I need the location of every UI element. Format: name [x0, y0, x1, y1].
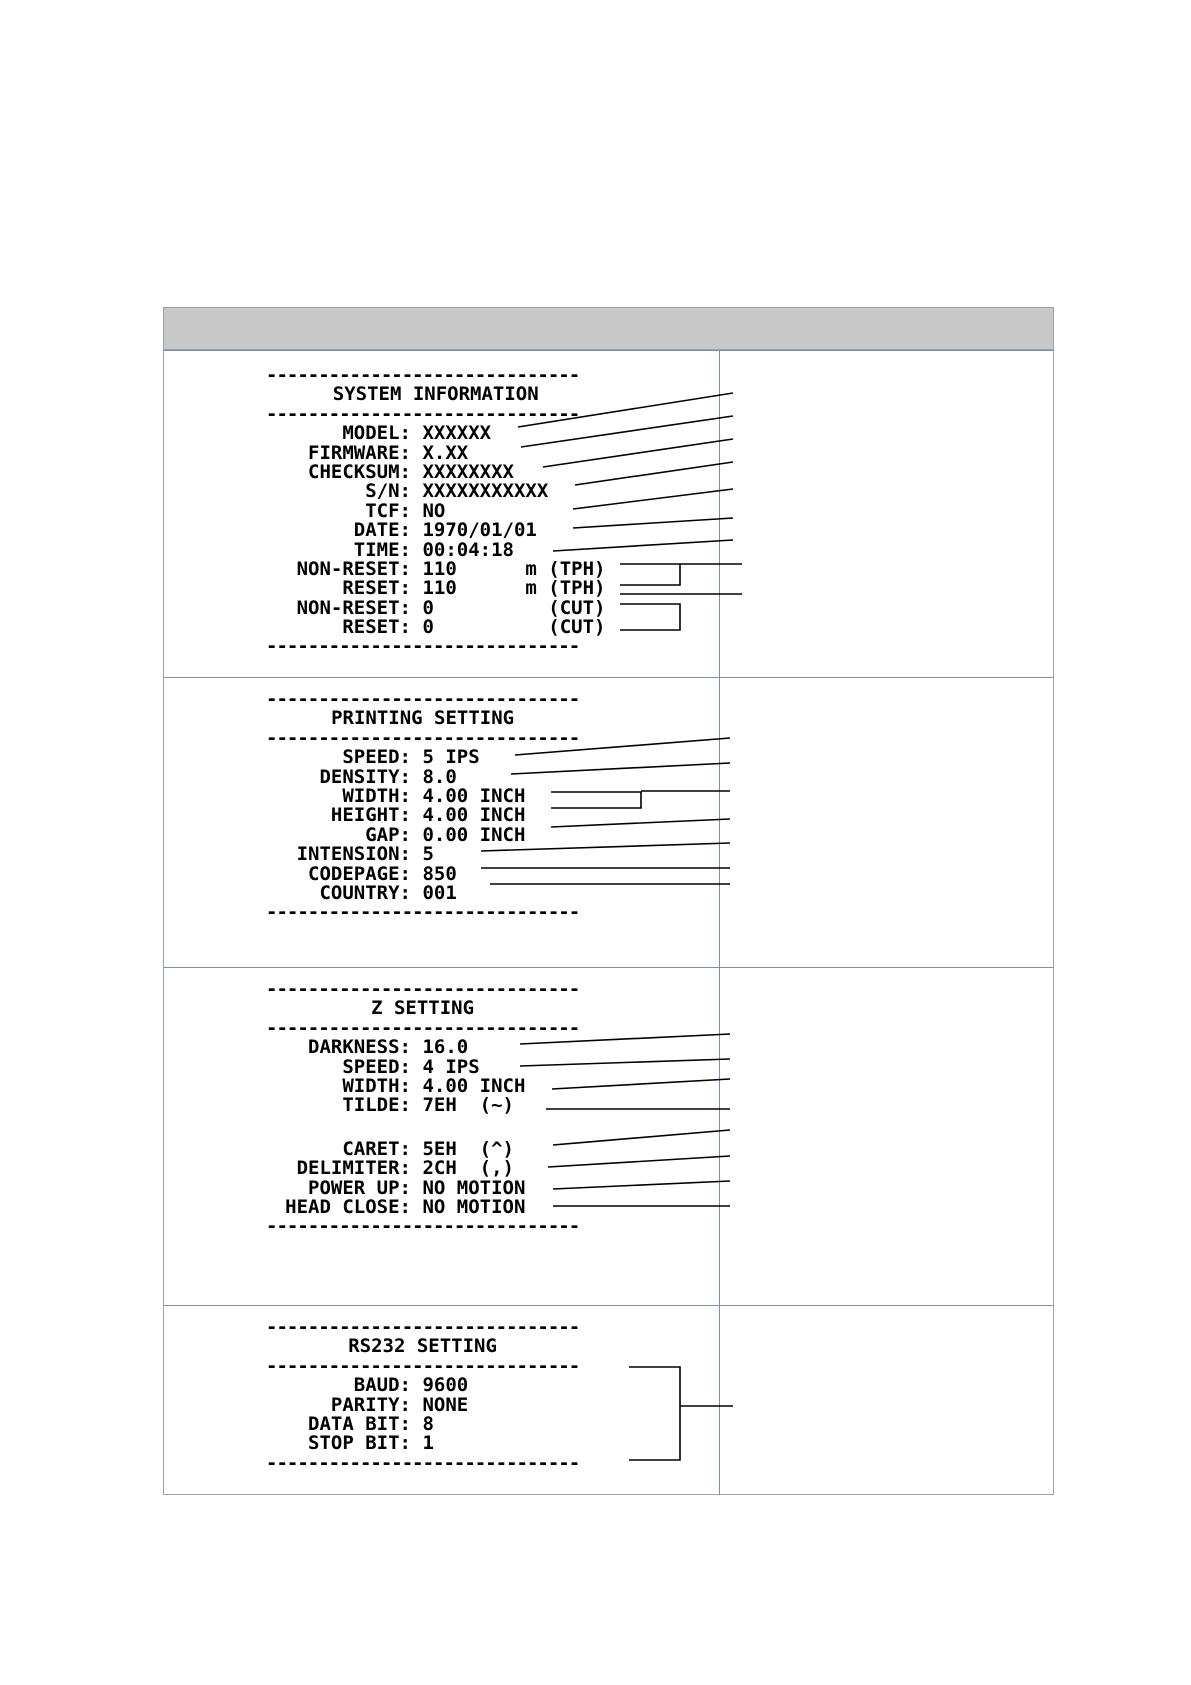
- description-cell: [720, 968, 1053, 1305]
- receipt-line: [266, 1376, 579, 1395]
- description-cell: [720, 678, 1053, 967]
- receipt-cell: [164, 968, 720, 1305]
- field-label: S/N:: [365, 480, 411, 503]
- receipt-line-blank: [266, 1116, 579, 1140]
- receipt-line: [266, 579, 605, 598]
- row-system-information: [164, 350, 1053, 677]
- field-value: 5 IPS: [422, 746, 480, 769]
- field-label: CHECKSUM:: [308, 460, 411, 483]
- field-value: 16.0: [422, 1036, 469, 1059]
- field-value: 110 m (TPH): [422, 557, 606, 580]
- receipt-system-information: [266, 366, 605, 657]
- field-value: 00:04:18: [422, 538, 514, 561]
- field-value: 4.00 INCH: [422, 804, 526, 827]
- field-label: SPEED:: [342, 746, 411, 769]
- field-value: NONE: [422, 1393, 469, 1416]
- field-value: X.XX: [422, 441, 469, 464]
- receipt-line: [266, 1038, 579, 1057]
- section-title: PRINTING SETTING: [331, 707, 515, 730]
- field-label: DARKNESS:: [308, 1036, 411, 1059]
- field-label: TIME:: [353, 538, 411, 561]
- field-value: 9600: [422, 1374, 469, 1397]
- receipt-z-setting: [266, 980, 579, 1237]
- receipt-line: [266, 862, 579, 885]
- table-header: [164, 308, 1053, 350]
- field-value: XXXXXXXX: [422, 460, 514, 483]
- field-value: 0.00 INCH: [422, 823, 526, 846]
- section-title: RS232 SETTING: [348, 1335, 497, 1358]
- field-label: NON-RESET:: [296, 596, 411, 619]
- receipt-line: [266, 748, 579, 767]
- receipt-line: [266, 1159, 579, 1178]
- field-value: 850: [422, 862, 457, 885]
- dash-line: ------------------------------: [266, 903, 580, 923]
- field-value: 4 IPS: [422, 1055, 480, 1078]
- dash-line: ------------------------------: [266, 728, 580, 749]
- row-z-setting: [164, 967, 1053, 1305]
- receipt-cell: [164, 351, 720, 677]
- field-value: 4.00 INCH: [422, 1074, 526, 1097]
- field-label: HEIGHT:: [330, 804, 411, 827]
- receipt-cell: [164, 678, 720, 967]
- field-label: MODEL:: [342, 422, 411, 445]
- field-value: 1970/01/01: [422, 519, 537, 542]
- receipt-line: [266, 482, 605, 501]
- field-label: STOP BIT:: [308, 1432, 411, 1455]
- section-title: SYSTEM INFORMATION: [332, 383, 539, 406]
- field-value: NO MOTION: [422, 1195, 526, 1218]
- dash-line: ------------------------------: [266, 637, 580, 657]
- field-value: 8: [422, 1412, 434, 1435]
- dash-line: ------------------------------: [266, 1356, 580, 1377]
- field-value: 4.00 INCH: [422, 784, 526, 807]
- field-value: 5EH (^): [422, 1137, 514, 1160]
- field-label: DELIMITER:: [296, 1157, 411, 1180]
- field-label: WIDTH:: [342, 784, 411, 807]
- field-label: WIDTH:: [342, 1074, 411, 1097]
- receipt-line: [266, 845, 579, 864]
- receipt-line: [266, 521, 605, 540]
- field-value: XXXXXXXXXXX: [422, 480, 549, 503]
- field-value: XXXXXX: [422, 422, 492, 445]
- field-value: 1: [422, 1432, 434, 1455]
- description-cell: [720, 351, 1053, 677]
- receipt-line: [266, 1096, 579, 1115]
- field-label: CARET:: [342, 1137, 411, 1160]
- field-label: GAP:: [365, 823, 411, 846]
- field-label: RESET:: [342, 616, 411, 639]
- dash-line: ------------------------------: [266, 1217, 580, 1237]
- field-label: HEAD CLOSE:: [285, 1195, 411, 1218]
- receipt-line: [266, 1434, 579, 1453]
- field-value: 0 (CUT): [422, 616, 606, 639]
- field-label: CODEPAGE:: [308, 862, 411, 885]
- receipt-line: [266, 538, 605, 561]
- receipt-line: [266, 618, 605, 637]
- receipt-line: [266, 1176, 579, 1199]
- receipt-cell: [164, 1306, 720, 1494]
- field-value: 001: [422, 881, 457, 904]
- section-title: Z SETTING: [371, 997, 475, 1020]
- receipt-line: [266, 806, 579, 825]
- dash-line: ------------------------------: [266, 980, 580, 1000]
- receipt-printing-setting: [266, 690, 579, 923]
- row-rs232-setting: [164, 1305, 1053, 1494]
- receipt-rs232-setting: [266, 1318, 579, 1473]
- field-label: SPEED:: [342, 1055, 411, 1078]
- dash-line: ------------------------------: [266, 366, 580, 386]
- field-label: INTENSION:: [296, 843, 411, 866]
- field-label: DATE:: [353, 519, 411, 542]
- field-label: POWER UP:: [308, 1176, 411, 1199]
- receipt-line: [266, 1195, 579, 1218]
- field-label: PARITY:: [330, 1393, 411, 1416]
- field-value: 110 m (TPH): [422, 577, 606, 600]
- receipt-line: [266, 881, 579, 904]
- dash-line: ------------------------------: [266, 1018, 580, 1039]
- dash-line: ------------------------------: [266, 1453, 580, 1474]
- receipt-line: [266, 424, 605, 443]
- field-label: TILDE:: [342, 1094, 411, 1117]
- field-value: NO: [422, 499, 446, 522]
- field-value: NO MOTION: [422, 1176, 526, 1199]
- field-value: 5: [422, 843, 434, 866]
- dash-line: ------------------------------: [266, 1318, 580, 1338]
- field-value: 2CH (,): [422, 1157, 514, 1180]
- field-value: 0 (CUT): [422, 596, 606, 619]
- field-value: 8.0: [422, 765, 457, 788]
- field-value: 7EH (~): [422, 1094, 514, 1117]
- field-label: TCF:: [365, 499, 411, 522]
- settings-table: [163, 307, 1054, 1495]
- field-label: RESET:: [342, 577, 411, 600]
- field-label: FIRMWARE:: [308, 441, 411, 464]
- field-label: BAUD:: [353, 1374, 411, 1397]
- field-label: DENSITY:: [319, 765, 411, 788]
- description-cell: [720, 1306, 1053, 1494]
- field-label: DATA BIT:: [308, 1412, 411, 1435]
- row-printing-setting: [164, 677, 1053, 967]
- field-label: NON-RESET:: [296, 557, 411, 580]
- dash-line: ------------------------------: [266, 690, 580, 710]
- field-label: COUNTRY:: [319, 881, 411, 904]
- dash-line: ------------------------------: [266, 404, 580, 425]
